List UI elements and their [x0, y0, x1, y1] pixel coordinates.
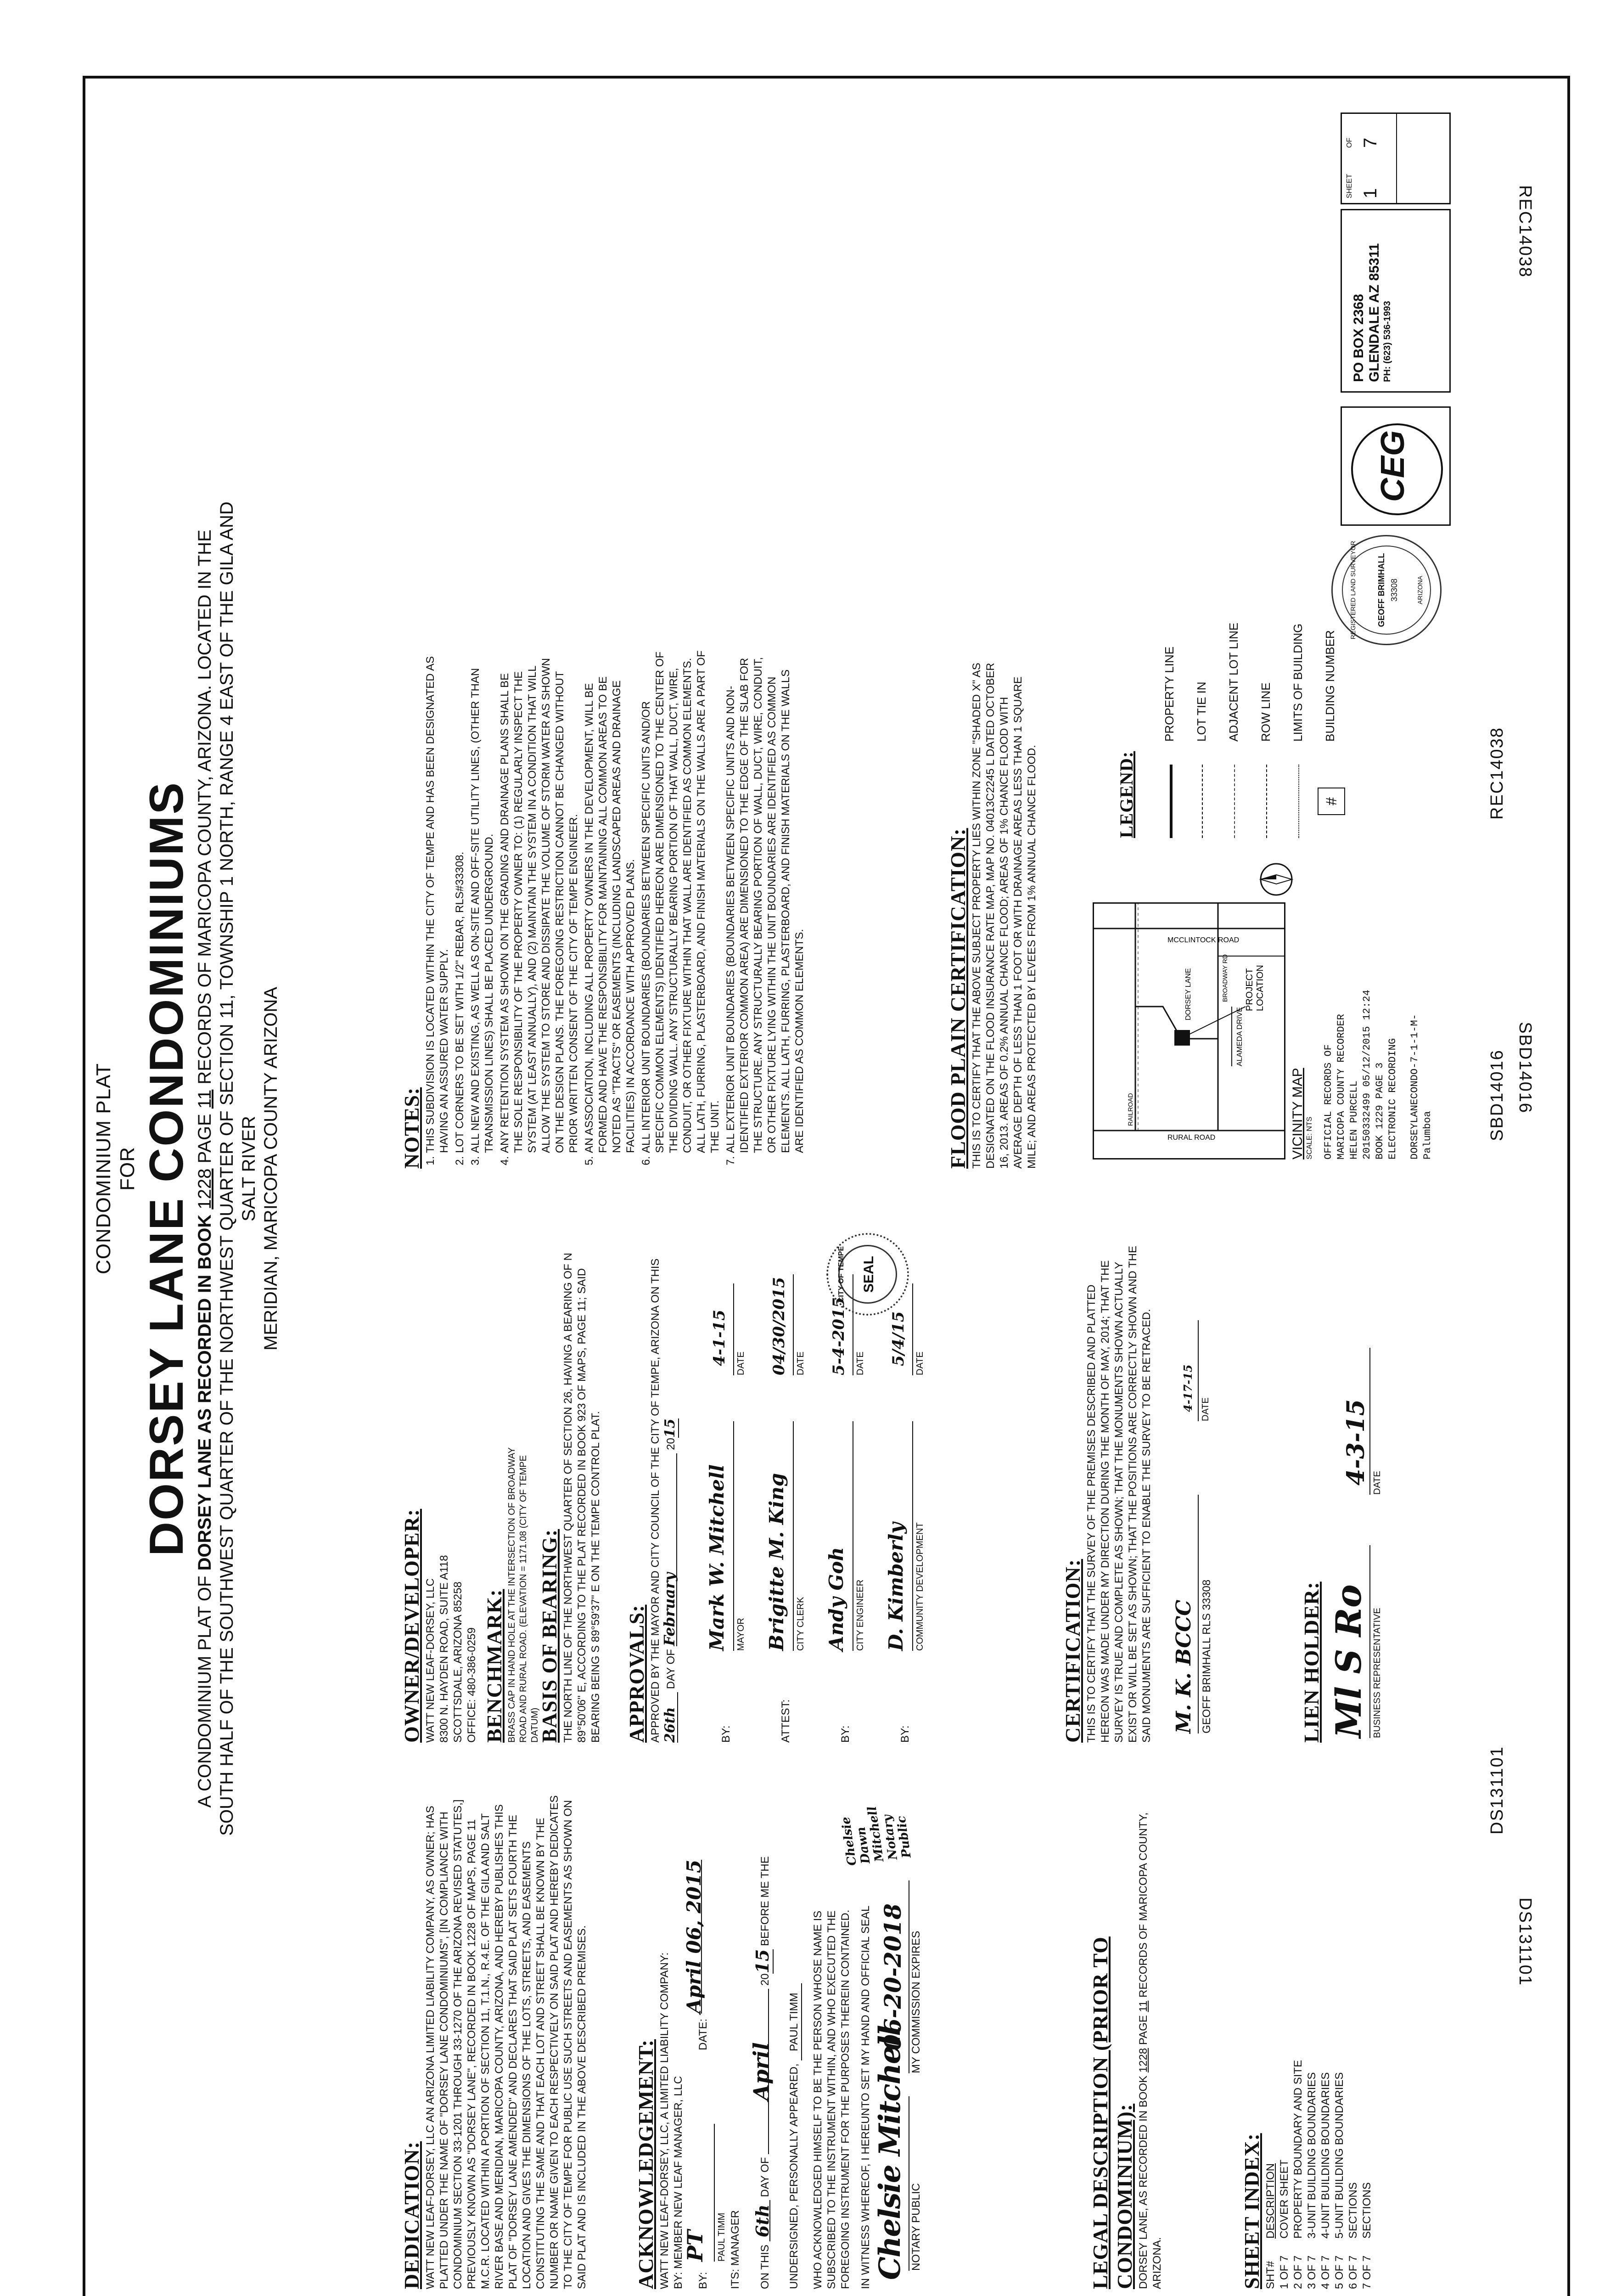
approval-lead: ATTEST:	[780, 1699, 792, 1743]
title-desc3: MERIDIAN, MARICOPA COUNTY ARIZONA	[261, 987, 281, 1351]
ack-date: April 06, 2015	[683, 1859, 705, 2014]
approvals-text: APPROVED BY THE MAYOR AND CITY COUNCIL OF THE CITY OF TEMPE, ARIZONA ON THIS	[649, 1258, 662, 1743]
map-label-project2: LOCATION	[1255, 965, 1265, 1011]
firm-address1: PO BOX 2368	[1351, 294, 1366, 382]
code-bottom-left: DS131101	[1487, 1746, 1507, 1835]
benchmark-section	[482, 1238, 541, 1743]
owner-line2: 8300 N. HAYDEN ROAD, SUITE A118	[438, 1555, 450, 1743]
surveyor-seal-number: 33308	[1390, 578, 1399, 602]
recording-stamp	[1322, 902, 1434, 1159]
legend-label: LIMITS OF BUILDING	[1291, 623, 1305, 742]
vicinity-caption	[1290, 1068, 1314, 1159]
sheet-index-row: 4 OF 74-UNIT BUILDING BOUNDARIES	[1319, 2072, 1332, 2289]
legend-label: BUILDING NUMBER	[1323, 630, 1337, 742]
dedication-text: WATT NEW LEAF-DORSEY, LLC AN ARIZONA LIMITED LIABILITY COMPANY, AS OWNER; HAS PLATTED UNDER THE NAME OF "DORSEY LANE CONDOMINIUMS", [IN COMPLIANCE WITH CONDOMINIUM SECTION 33-1201 THROUGH 33-1270 OF THE ARIZONA REVISED STATUTES,] PREVIOUSLY KNOWN AS "DORSEY LANE", RECORDED IN BOOK 1228 OF MAPS, PAGE 11 M.C.R. LOCATED WITHIN A PORTION OF SECTION 11, T.1.N., R.4.E. OF THE GILA AND SALT RIVER BASE AND MERIDIAN, MARICOPA COUNTY, ARIZONA, AND HEREBY PUBLISHES THIS PLAT OF "DORSEY LANE AMENDED" AND DECLARES THAT SAID PLAT SETS FOURTH THE LOCATION AND GIVES THE DIMENSIONS OF THE LOTS, STREETS, AND EASEMENTS CONSTITUTING THE SAME AND THAT EACH LOT AND STREET SHALL BE KNOWN BY THE NUMBER OR NAME GIVEN TO EACH RESPECTIVELY ON SAID PLAT AND HEREBY DEDICATES TO THE CITY OF TEMPE FOR PUBLIC USE SUCH STREETS AND EASEMENTS AS SHOWN ON SAID PLAT AND IS INCLUDED IN THE ABOVE DESCRIBED PREMISES.	[424, 1795, 588, 2289]
legal-heading: LEGAL DESCRIPTION (PRIOR TO CONDOMINIUM):	[1089, 1936, 1136, 2289]
sheet-index-section	[1240, 1968, 1374, 2289]
legal-description-section	[1088, 1784, 1164, 2289]
city-seal	[826, 1233, 909, 1316]
certification-heading: CERTIFICATION:	[1061, 1559, 1084, 1743]
ack-year-pre: 20	[759, 1973, 771, 1986]
notes-list	[424, 650, 807, 1169]
approval-date: 04/30/2015	[770, 1277, 788, 1375]
legend-limits-symbol	[1298, 765, 1299, 838]
code-top-mid: SBD14016	[1515, 1022, 1535, 1114]
certification-text: THIS IS TO CERTIFY THAT THE SURVEY OF THE PREMISES DESCRIBED AND PLATTED HEREON WAS MADE UNDER MY DIRECTION DURING THE MONTH OF MAY, 2014; THAT THE SURVEY IS TRUE AND COMPLETE AS SHOWN; THAT THE MONUMENTS SHOWN ACTUALLY EXIST OR WILL BE SET AS SHOWN; THAT THE POSITIONS ARE CORRECTLY SHOWN AND THE SAID MONUMENTS ARE SUFFICIENT TO ENABLE THE SURVEY TO BE RETRACED.	[1085, 1245, 1153, 1743]
bearing-heading: BASIS OF BEARING:	[538, 1529, 561, 1743]
approval-role: CITY CLERK	[793, 1421, 806, 1651]
legend-lot-tie-symbol	[1202, 765, 1203, 838]
sheet-total: 7	[1360, 137, 1380, 148]
sheet-index-row: 6 OF 7SECTIONS	[1347, 2182, 1359, 2289]
surveyor-signature: M. K. BCCC	[1172, 1599, 1195, 1733]
flood-section	[946, 650, 1039, 1169]
city-seal-text: CITY OF TEMPE	[837, 1246, 845, 1303]
dedication-section	[399, 1784, 589, 2289]
firm-address2: GLENDALE AZ 85311	[1367, 243, 1382, 382]
approval-date-label: DATE	[733, 1283, 746, 1375]
legend-item	[1253, 563, 1281, 838]
approval-signature: D. Kimberly	[885, 1522, 907, 1651]
sheet-index-header-row: SHT#DESCRIPTION	[1264, 2163, 1277, 2289]
ack-signature: PT	[683, 2230, 707, 2262]
sheet-of-label: OF	[1346, 137, 1353, 148]
certification-date-label: DATE	[1198, 1320, 1211, 1421]
north-arrow-icon	[1258, 861, 1295, 898]
lien-date-label: DATE	[1369, 1348, 1383, 1495]
sheet-number-top	[1342, 114, 1397, 203]
map-label-alameda: ALAMEDA DRIVE	[1236, 1007, 1244, 1066]
approval-signature: Mark W. Mitchell	[706, 1464, 728, 1651]
legend-label: ROW LINE	[1259, 682, 1273, 742]
legend-property-line-symbol	[1170, 765, 1173, 838]
legend	[1116, 581, 1354, 838]
legend-item	[1221, 563, 1249, 838]
approval-row	[875, 1238, 935, 1743]
notes-section	[399, 650, 808, 1169]
surveyor-name: GEOFF BRIMHALL RLS 33308	[1198, 1495, 1213, 1733]
ack-day: 6th	[756, 2200, 770, 2241]
ack-month: April	[754, 1989, 769, 2154]
sheet-label: SHEET	[1346, 174, 1353, 198]
approval-lead: BY:	[720, 1725, 732, 1743]
code-bottom-mid: SBD14016	[1487, 1049, 1507, 1141]
surveyor-seal-state: ARIZONA	[1416, 575, 1424, 605]
approval-signature: Andy Goh	[825, 1547, 847, 1651]
vicinity-map-graphic	[1094, 904, 1284, 1158]
map-label-mcclintock: MCCLINTOCK ROAD	[1167, 936, 1240, 944]
legal-text: DORSEY LANE, AS RECORDED IN BOOK 1228 PAGE 11 RECORDS OF MARICOPA COUNTY, ARIZONA.	[1137, 1812, 1163, 2289]
firm-info	[1341, 209, 1451, 393]
recording-line: MARICOPA COUNTY RECORDER	[1335, 1014, 1347, 1159]
owner-section	[399, 1238, 479, 1743]
note-item: 1. THIS SUBDIVISION IS LOCATED WITHIN THE CITY OF TEMPE AND HAS BEEN DESIGNATED AS HAVING AN ASSURED WATER SUPPLY.	[424, 650, 451, 1153]
map-label-dorsey: DORSEY LANE	[1184, 968, 1192, 1020]
approval-signature: Brigitte M. King	[765, 1473, 788, 1651]
ack-year: 15	[752, 1949, 773, 1974]
note-item: 7. ALL EXTERIOR UNIT BOUNDARIES (BOUNDARIES BETWEEN SPECIFIC UNITS AND NON-IDENTIFIED EXTERIOR COMMON AREA) ARE DIMENSIONED TO THE EDGE OF THE SLAB FOR THE STRUCTURE. ANY STRUCTURALLY BEARING PORTION OF WALL, DUCT, WIRE, CONDUIT, OR OTHER FIXTURE LYING WITHIN THE UNIT BOUNDARIES ARE IDENTIFIED AS COMMON ELEMENTS. ALL LATH, FURRING, PLASTERBOARD, AND FINISH MATERIALS ON THE WALLS ARE IDENTIFIED AS COMMON ELEMENTS.	[724, 650, 807, 1153]
legend-label: ADJACENT LOT LINE	[1227, 622, 1240, 742]
legend-building-number-symbol: #	[1318, 788, 1345, 815]
approval-date-label: DATE	[853, 1274, 866, 1375]
note-item: 6. ALL INTERIOR UNIT BOUNDARIES (BOUNDARIES BETWEEN SPECIFIC UNITS AND/OR SPECIFIC COMMON ELEMENTS) IDENTIFIED HEREON ARE DIMENSIONED TO THE CENTER OF THE DIVIDING WALL. ANY STRUCTURALLY BEARING PORTION OF THAT WALL, DUCT, WIRE, CONDUIT, OR OTHER FIXTURE WITHIN THAT WALL ARE IDENTIFIED AS COMMON ELEMENTS. ALL LATH, FURRING, PLASTERBOARD, AND FINISH MATERIALS ON THE WALLS ARE A PART OF THE UNIT.	[640, 650, 722, 1153]
ack-before-me: BEFORE ME THE	[759, 1856, 771, 1946]
ack-date-label: DATE:	[697, 2019, 709, 2050]
sheet-number: 1	[1360, 188, 1380, 198]
approvals-day: 26th	[663, 1692, 678, 1743]
title-line1: CONDOMINIUM PLAT	[92, 1063, 115, 1275]
ack-undersigned: UNDERSIGNED, PERSONALLY APPEARED,	[788, 2063, 800, 2289]
approval-lead: BY:	[839, 1725, 852, 1743]
firm-phone: PH: (623) 536-1993	[1382, 301, 1392, 382]
owner-line4: OFFICE: 480-386-0259	[466, 1627, 478, 1743]
map-label-project1: PROJECT	[1245, 968, 1255, 1011]
owner-heading: OWNER/DEVELOPER:	[400, 1508, 423, 1743]
approval-role: COMMUNITY DEVELOPMENT	[912, 1421, 926, 1651]
ack-undersigned-row	[787, 1784, 802, 2289]
legend-label: LOT TIE IN	[1195, 681, 1208, 742]
lien-role: BUSINESS REPRESENTATIVE	[1369, 1545, 1383, 1738]
owner-line3: SCOTTSDALE, ARIZONA 85258	[452, 1581, 464, 1743]
ack-on-this-row	[749, 1784, 782, 2289]
firm-logo-text: CEG	[1375, 430, 1411, 502]
title-desc1: A CONDOMINIUM PLAT OF DORSEY LANE AS RECORDED IN BOOK 1228 PAGE 11 RECORDS OF MARICOPA COUNTY, ARIZONA. LOCATED IN THE	[195, 529, 215, 1808]
vicinity-scale: SCALE: NTS	[1306, 1116, 1313, 1159]
ack-by-label: BY:	[697, 2272, 709, 2289]
notary-signature: Chelsie Mitchell	[873, 2026, 907, 2280]
legend-item	[1285, 563, 1313, 838]
sheet-index-row: 5 OF 75-UNIT BUILDING BOUNDARIES	[1333, 2072, 1346, 2289]
approval-role: CITY ENGINEER	[853, 1421, 866, 1651]
notary-expires-label: MY COMMISSION EXPIRES	[909, 1880, 923, 2073]
approval-date: 4-1-15	[710, 1310, 729, 1366]
ack-on-this: ON THIS	[759, 2245, 771, 2289]
notary-expires: 06-20-2018	[879, 1903, 906, 2050]
legend-item	[1157, 563, 1184, 838]
vicinity-map	[1093, 902, 1285, 1159]
surveyor-seal-name: GEOFF BRIMHALL	[1377, 553, 1386, 627]
approval-row	[756, 1238, 816, 1743]
flood-heading: FLOOD PLAIN CERTIFICATION:	[946, 828, 970, 1169]
city-seal-center: SEAL	[861, 1256, 876, 1293]
ack-witness: IN WITNESS WHEREOF, I HEREUNTO SET MY HAND AND OFFICIAL SEAL	[859, 1905, 872, 2289]
notary-label: NOTARY PUBLIC	[909, 2096, 923, 2271]
acknowledgement-section	[634, 1784, 923, 2289]
ack-who: WHO ACKNOWLEDGED HIMSELF TO BE THE PERSON WHOSE NAME IS SUBSCRIBED TO THE INSTRUMENT WITHIN, AND WHO EXECUTED THE FOREGOING INSTRUMENT FOR THE PURPOSES THEREIN CONTAINED.	[812, 1909, 852, 2289]
map-label-railroad: RAILROAD	[1127, 1093, 1134, 1126]
ack-line2: BY: MEMBER NEW LEAF MANAGER, LLC	[672, 2076, 685, 2289]
approvals-month: February	[662, 1453, 677, 1646]
benchmark-heading: BENCHMARK:	[483, 1589, 506, 1743]
title-desc2: SOUTH HALF OF THE SOUTHWEST QUARTER OF THE NORTHWEST QUARTER OF SECTION 11, TOWNSHIP 1 NORTH, RANGE 4 EAST OF THE GILA AND SALT RIVER	[217, 501, 259, 1836]
lien-date: 4-3-15	[1342, 1399, 1370, 1486]
map-label-broadway: BROADWAY RD	[1221, 954, 1229, 1002]
recording-line: HELEN PURCELL	[1348, 1080, 1360, 1159]
sheet-index-row: 1 OF 7COVER SHEET	[1278, 2159, 1291, 2289]
legend-heading: LEGEND:	[1116, 751, 1137, 838]
flood-text: THIS IS TO CERTIFY THAT THE ABOVE SUBJECT PROPERTY LIES WITHIN ZONE "SHADED X" AS DESIGNATED ON THE FLOOD INSURANCE RATE MAP, MAP NO. 04013C2245 L DATED OCTOBER 16, 2013. AREAS OF 0.2% ANNUAL CHANCE FLOOD; AREAS OF 1% CHANCE FLOOD WITH AVERAGE DEPTH OF LESS THAN 1 FOOT OR WITH DRAINAGE AREAS LESS THAN 1 SQUARE MILE; AND AREAS PROTECTED BY LEVEES FROM 1% ANNUAL CHANCE FLOOD.	[971, 663, 1038, 1169]
approval-role: MAYOR	[733, 1421, 746, 1651]
sheet-number-box	[1341, 113, 1451, 204]
approvals-section	[624, 1238, 935, 1743]
ack-its: ITS: MANAGER	[729, 2210, 741, 2289]
approval-date-label: DATE	[793, 1274, 806, 1375]
recording-line: ELECTRONIC RECORDING	[1387, 1038, 1398, 1159]
ack-by-row	[683, 1784, 729, 2289]
note-item: 2. LOT CORNERS TO BE SET WITH 1/2" REBAR, RLS#33308.	[453, 650, 467, 1153]
legend-label: PROPERTY LINE	[1162, 646, 1176, 742]
lien-signature: Ml S Ro	[1328, 1584, 1369, 1738]
surveyor-seal-text: REGISTERED LAND SURVEYOR	[1349, 540, 1357, 640]
code-top-left: REC14038	[1515, 185, 1535, 278]
firm-logo	[1341, 406, 1451, 526]
notary-stamp: Chelsie Dawn Mitchell Notary Public	[839, 1805, 914, 1867]
note-item: 5. AN ASSOCIATION, INCLUDING ALL PROPERTY OWNERS IN THE DEVELOPMENT, WILL BE FORMED AND HAVE THE RESPONSIBILITY FOR MAINTAINING ALL COMMON AREAS TO BE NOTED AS "TRACTS" OR EASEMENTS (INCLUDING LANDSCAPED AREAS AND DRAINAGE FACILITIES) IN ACCORDANCE WITH APPROVED PLANS.	[583, 650, 638, 1153]
sheet-index-row: 7 OF 7SECTIONS	[1361, 2182, 1373, 2289]
ack-signer: PAUL TIMM	[714, 2124, 729, 2262]
ack-appeared: PAUL TIMM	[787, 1983, 802, 2060]
sheet-index-heading: SHEET INDEX:	[1240, 2133, 1263, 2289]
surveyor-seal	[1331, 535, 1442, 645]
code-top-right: DS131101	[1515, 1897, 1535, 1986]
drawing-canvas	[83, 76, 1570, 2296]
approval-row	[696, 1238, 756, 1743]
approval-date: 5/4/15	[889, 1311, 908, 1366]
lien-sign-row	[1324, 1238, 1388, 1743]
ack-line1: WATT NEW LEAF-DORSEY, LLC, A LIMITED LIABILITY COMPANY:	[658, 1952, 671, 2289]
certification-date: 4-17-15	[1181, 1364, 1195, 1412]
recording-line: BOOK 1229 PAGE 3	[1374, 1062, 1386, 1159]
recording-line: Palumboa	[1422, 1111, 1433, 1159]
approvals-day-of: DAY OF	[665, 1649, 677, 1689]
note-item: 3. ALL NEW AND EXISTING, AS WELL AS ON-SITE AND OFF-SITE UTILITY LINES, (OTHER THAN TRANSMISSION LINES) SHALL BE PLACED UNDERGROUND.	[469, 650, 496, 1153]
lien-holder-section	[1299, 1238, 1388, 1743]
benchmark-text: BRASS CAP IN HAND HOLE AT THE INTERSECTION OF BROADWAY ROAD AND RURAL ROAD. (ELEVATION = 1171.08 (CITY OF TEMPE DATUM)	[507, 1447, 540, 1743]
code-bottom-right: REC14038	[1487, 727, 1507, 820]
sheet-index-row: 2 OF 7PROPERTY BOUNDARY AND SITE	[1292, 2060, 1304, 2289]
title-block	[92, 480, 282, 1857]
notes-heading: NOTES:	[400, 1087, 423, 1169]
legend-adjacent-lot-symbol	[1234, 765, 1235, 838]
legend-row-line-symbol	[1266, 765, 1267, 838]
owner-line1: WATT NEW LEAF-DORSEY, LLC	[424, 1578, 437, 1743]
acknowledgement-heading: ACKNOWLEDGEMENT:	[634, 2039, 657, 2289]
approvals-year: 15	[662, 1418, 678, 1438]
recording-line: DORSEYLANECONDO-7-1-1-M-	[1409, 1014, 1420, 1159]
approvals-heading: APPROVALS:	[625, 1604, 648, 1743]
approvals-day-row	[662, 1238, 683, 1743]
vicinity-title: VICINITY MAP	[1290, 1068, 1305, 1159]
dedication-heading: DEDICATION:	[400, 2141, 423, 2289]
certification-sign-row	[1167, 1238, 1223, 1743]
recording-line: 20150332499 05/12/2015 12:24	[1361, 990, 1373, 1159]
lien-heading: LIEN HOLDER:	[1300, 1581, 1323, 1743]
approval-date: 5-4-2015	[830, 1297, 848, 1375]
approvals-year-pre: 20	[665, 1438, 677, 1450]
note-item: 4. ANY RETENTION SYSTEM AS SHOWN ON THE GRADING AND DRAINAGE PLANS SHALL BE THE SOLE RESPONSIBILITY OF THE PROPERTY OWNER TO: (1) REGULARLY INSPECT THE SYSTEM (AT LEAST ANNUALLY), AND (2) MAINTAIN THE SYSTEM IN A CONDITION THAT WILL ALLOW THE SYSTEM TO STORE AND DISSIPATE THE VOLUME OF STORM WATER AS SHOWN ON THE DESIGN PLANS. THE FOREGOING RESTRICTION CANNOT BE CHANGED WITHOUT PRIOR WRITTEN CONSENT OF THE CITY OF TEMPE ENGINEER.	[498, 650, 581, 1153]
bearing-text: THE NORTH LINE OF THE NORTHWEST QUARTER OF SECTION 26, HAVING A BEARING OF N 89°50'06" E, ACCORDING TO THE PLAT RECORDED IN BOOK 923 OF MAPS, PAGE 11; SAID BEARING BEING S 89°59'37" E ON THE TEMPE CONTROL PLAT.	[562, 1253, 602, 1743]
map-label-rural: RURAL ROAD	[1167, 1134, 1216, 1142]
page-title: DORSEY LANE CONDOMINIUMS	[140, 781, 193, 1556]
approval-date-label: DATE	[912, 1283, 926, 1375]
approval-lead: BY:	[899, 1725, 911, 1743]
title-line2: FOR	[116, 1147, 139, 1191]
legend-item	[1189, 563, 1217, 838]
certification-section	[1060, 1238, 1223, 1743]
bearing-section	[537, 1238, 603, 1743]
sheet-index-row: 3 OF 73-UNIT BUILDING BOUNDARIES	[1306, 2072, 1318, 2289]
ack-day-of: DAY OF	[759, 2157, 771, 2197]
recording-line: OFFICIAL RECORDS OF	[1323, 1044, 1334, 1159]
